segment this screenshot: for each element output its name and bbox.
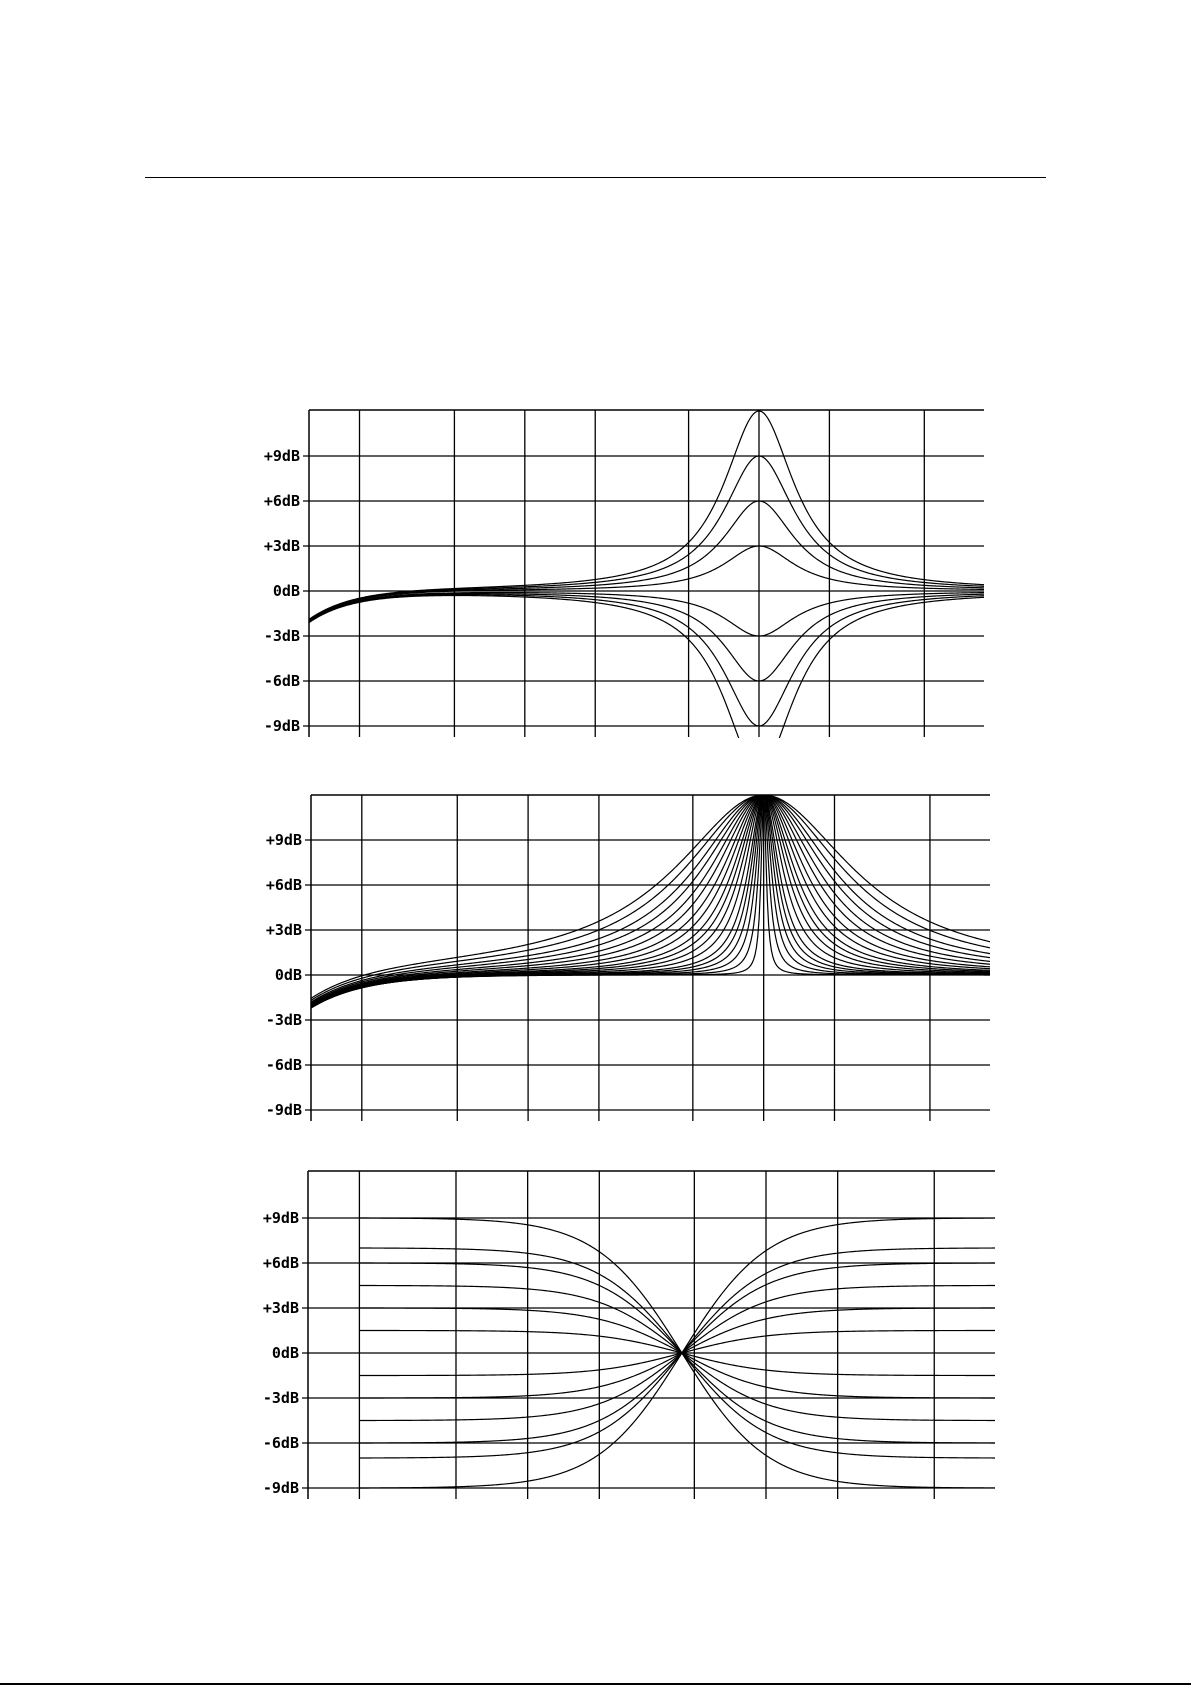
header-rule xyxy=(145,177,1046,178)
chart-peaking-bandwidth xyxy=(0,774,1191,1134)
y-tick-label: 0dB xyxy=(272,582,300,600)
y-tick-label: +9dB xyxy=(262,1209,299,1227)
y-tick-label: -9dB xyxy=(263,717,300,735)
y-tick-label: -9dB xyxy=(265,1101,302,1119)
y-tick-label: +3dB xyxy=(263,537,300,555)
y-tick-label: +9dB xyxy=(265,831,302,849)
series-line xyxy=(309,546,984,621)
series-line xyxy=(309,596,984,771)
y-tick-label: -6dB xyxy=(263,672,300,690)
y-tick-label: +6dB xyxy=(262,1254,299,1272)
series-line xyxy=(309,594,984,681)
y-tick-label: -3dB xyxy=(262,1389,299,1407)
y-tick-label: 0dB xyxy=(271,1344,299,1362)
y-tick-label: +6dB xyxy=(265,876,302,894)
series-line xyxy=(309,411,984,619)
y-tick-label: +6dB xyxy=(263,492,300,510)
y-tick-label: 0dB xyxy=(274,966,302,984)
y-tick-label: +3dB xyxy=(265,921,302,939)
chart-shelving-tilt xyxy=(0,1151,1191,1511)
y-tick-label: -6dB xyxy=(262,1434,299,1452)
y-tick-label: -3dB xyxy=(263,627,300,645)
y-tick-label: +3dB xyxy=(262,1299,299,1317)
y-tick-label: -9dB xyxy=(262,1479,299,1497)
y-tick-label: -3dB xyxy=(265,1011,302,1029)
chart-peaking-gain xyxy=(0,390,1191,750)
y-tick-label: +9dB xyxy=(263,447,300,465)
y-tick-label: -6dB xyxy=(265,1056,302,1074)
